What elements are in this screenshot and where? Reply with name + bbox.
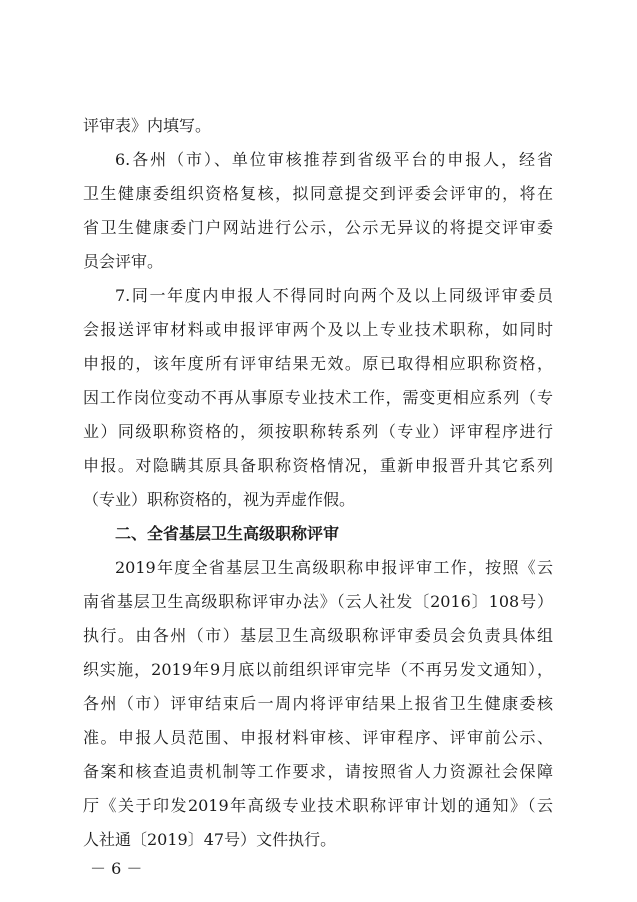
text-line: 执行。由各州（市）基层卫生高级职称评审委员会负责具体组 [83,626,553,645]
text-line: 省卫生健康委门户网站进行公示，公示无异议的将提交评审委 [83,218,553,237]
text-line: 员会评审。 [83,252,164,271]
text-line: 申报。对隐瞒其原具备职称资格情况，重新申报晋升其它系列 [83,456,553,475]
text-line: 业）同级职称资格的，须按职称转系列（专业）评审程序进行 [83,422,553,441]
text-line: 人社通〔2019〕47号）文件执行。 [83,830,337,849]
text-line: 厅《关于印发2019年高级专业技术职称评审计划的通知》（云 [83,796,553,815]
text-line: 南省基层卫生高级职称评审办法》（云人社发〔2016〕108号） [83,592,553,611]
text-line: （专业）职称资格的，视为弄虚作假。 [83,490,356,509]
text-line: 准。申报人员范围、申报材料审核、评审程序、评审前公示、 [83,728,553,747]
page-number: － 6 － [90,859,143,878]
text-line: 会报送评审材料或申报评审两个及以上专业技术职称，如同时 [83,320,553,339]
text-line: 织实施，2019年9月底以前组织评审完毕（不再另发文通知）， [83,660,553,679]
text-line: 6.各州（市）、单位审核推荐到省级平台的申报人，经省 [115,150,553,169]
text-line: 备案和核查追责机制等工作要求，请按照省人力资源社会保障 [83,762,553,781]
text-line: 卫生健康委组织资格复核，拟同意提交到评委会评审的，将在 [83,184,553,203]
text-line: 因工作岗位变动不再从事原专业技术工作，需变更相应系列（专 [83,388,553,407]
text-line: 各州（市）评审结束后一周内将评审结果上报省卫生健康委核 [83,694,553,713]
text-line: 申报的，该年度所有评审结果无效。原已取得相应职称资格， [83,354,553,373]
section-heading: 二、全省基层卫生高级职称评审 [115,524,340,543]
text-line: 7.同一年度内申报人不得同时向两个及以上同级评审委员 [115,286,553,305]
text-line: 2019年度全省基层卫生高级职称申报评审工作，按照《云 [115,558,553,577]
text-line: 评审表》内填写。 [83,116,212,135]
